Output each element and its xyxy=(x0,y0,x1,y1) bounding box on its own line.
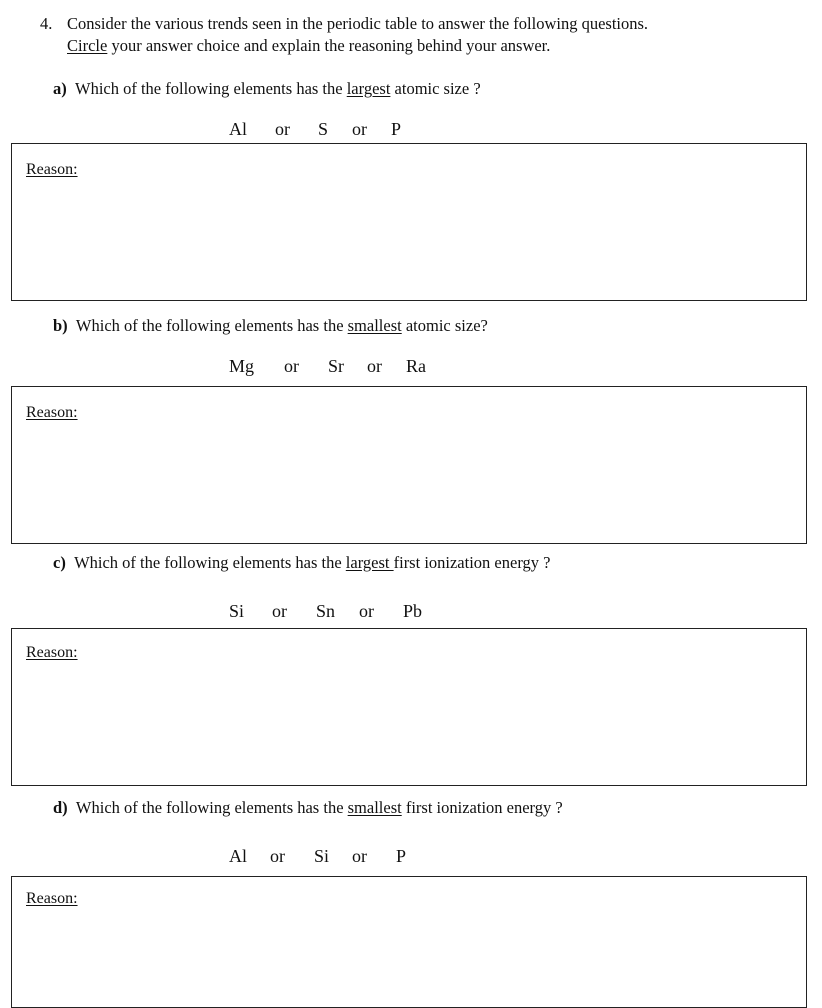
part-b-label: b) xyxy=(53,316,68,335)
part-b-reason-label: Reason: xyxy=(26,404,78,421)
part-b-reason-box[interactable] xyxy=(11,386,807,544)
part-b-reason-input[interactable] xyxy=(102,399,796,533)
part-a-choice-1[interactable]: Al xyxy=(229,119,247,139)
part-b-choice-3[interactable]: Ra xyxy=(406,356,426,376)
part-c-choice-3[interactable]: Pb xyxy=(403,601,423,621)
circle-instruction-word: Circle xyxy=(67,36,108,55)
part-c-choices xyxy=(0,601,822,625)
part-d-reason-input[interactable] xyxy=(102,889,796,997)
part-d-or-2: or xyxy=(352,846,367,866)
part-c-choice-1[interactable]: Si xyxy=(229,601,245,621)
part-b-question-post: atomic size? xyxy=(401,316,488,335)
part-b-question xyxy=(53,316,488,336)
question-intro-line2-rest: your answer choice and explain the reasoning behind your answer. xyxy=(107,36,551,55)
part-a-choice-3[interactable]: P xyxy=(391,119,402,139)
question-number: 4. xyxy=(40,14,53,33)
part-a-or-2: or xyxy=(352,119,367,139)
part-d-question-post: first ionization energy ? xyxy=(401,798,563,817)
part-b-or-2: or xyxy=(367,356,382,376)
question-intro-line2 xyxy=(67,36,550,56)
part-a-question-post: atomic size ? xyxy=(390,79,481,98)
part-c-label: c) xyxy=(53,553,66,572)
part-b-choice-1[interactable]: Mg xyxy=(229,356,255,376)
part-a-label: a) xyxy=(53,79,67,98)
part-a-or-1: or xyxy=(275,119,290,139)
part-b-choices xyxy=(0,356,822,380)
part-c-question-post: first ionization energy ? xyxy=(393,553,551,572)
part-d-choice-2[interactable]: Si xyxy=(314,846,330,866)
part-d-keyword: smallest xyxy=(347,798,402,817)
part-a-reason-box[interactable] xyxy=(11,143,807,301)
part-c-reason-input[interactable] xyxy=(102,641,796,775)
part-c-or-2: or xyxy=(359,601,374,621)
part-d-choice-3[interactable]: P xyxy=(396,846,407,866)
part-a-reason-label: Reason: xyxy=(26,161,78,178)
part-b-choice-2[interactable]: Sr xyxy=(328,356,345,376)
part-d-question xyxy=(53,798,563,818)
part-c-reason-box[interactable] xyxy=(11,628,807,786)
part-d-reason-box[interactable] xyxy=(11,876,807,1008)
part-d-choice-1[interactable]: Al xyxy=(229,846,247,866)
part-b-question-pre: Which of the following elements has the xyxy=(75,316,348,335)
part-d-question-pre: Which of the following elements has the xyxy=(75,798,348,817)
part-c-or-1: or xyxy=(272,601,287,621)
part-b-or-1: or xyxy=(284,356,299,376)
question-intro-line1: Consider the various trends seen in the periodic table to answer the following questions. xyxy=(67,14,649,33)
part-d-choices xyxy=(0,846,822,870)
part-d-label: d) xyxy=(53,798,68,817)
part-c-reason-label: Reason: xyxy=(26,644,78,661)
part-a-question-pre: Which of the following elements has the xyxy=(75,79,347,98)
part-a-reason-input[interactable] xyxy=(102,156,796,290)
part-a-question xyxy=(53,79,481,99)
part-c-question xyxy=(53,553,550,573)
part-d-or-1: or xyxy=(270,846,285,866)
part-a-keyword: largest xyxy=(346,79,391,98)
part-c-choice-2[interactable]: Sn xyxy=(316,601,336,621)
part-b-keyword: smallest xyxy=(347,316,402,335)
part-c-keyword: largest xyxy=(345,553,394,572)
part-a-choice-2[interactable]: S xyxy=(318,119,329,139)
part-c-question-pre: Which of the following elements has the xyxy=(74,553,346,572)
part-a-choices xyxy=(0,119,822,143)
part-d-reason-label: Reason: xyxy=(26,890,78,907)
